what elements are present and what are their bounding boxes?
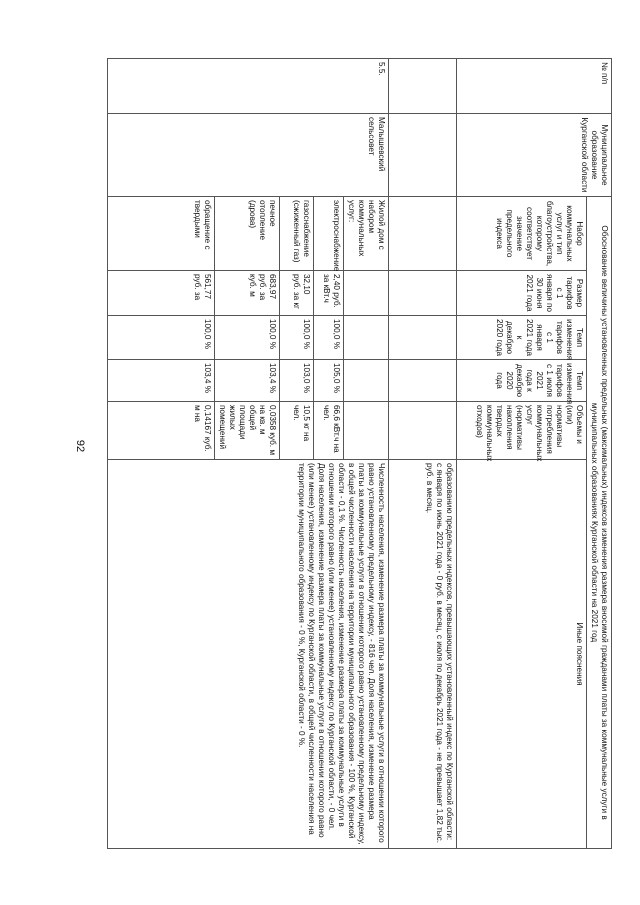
rotated-table-container xyxy=(107,58,612,848)
service-set-label: Жилой дом с набором коммунальных услуг: xyxy=(344,197,389,271)
service-tariff: 561,77 руб. за xyxy=(108,271,215,316)
cell-empty xyxy=(389,59,457,114)
cell-empty xyxy=(344,402,389,460)
cell-empty xyxy=(389,114,457,197)
subheader-tariff: Размер тарифов с 1 января по 30 июня 2021 года xyxy=(457,271,587,316)
subheader-rate-jul: Темп изменения тарифов с 1 июля 2021 года к декабрю 2020 года xyxy=(457,360,587,402)
subheader-volume: Объемы и (или) нормативы потребления коммунальных услуг (нормативы накопления твердых коммунальных отходов) xyxy=(457,402,587,460)
service-tariff: 32,10 руб. за кг xyxy=(280,271,314,316)
service-tariff: 2,40 руб. за кВт.ч xyxy=(314,271,344,316)
service-name: печное отопление (дрова) xyxy=(215,197,280,271)
justification-table xyxy=(107,58,612,849)
service-tariff: 683,97 руб. за куб. м xyxy=(215,271,280,316)
page-number: 92 xyxy=(74,439,87,453)
continued-note: образованию предельных индексов, превышающих установленный индекс по Курганской области: с января по июнь 2021 года - 0 руб. в месяц, с июля по декабрь 2021 года - не превышает 1,82 тыс. руб. в месяц. xyxy=(389,460,457,849)
table-row xyxy=(344,59,389,849)
header-main: Обоснование величины установленных предельных (максимальных) индексов изменения размера вносимой гражданами платы за коммунальные услуги в муниципальных образованиях Курганской области на 2021 год xyxy=(587,197,612,849)
cell-empty xyxy=(344,271,389,316)
cell-empty xyxy=(344,316,389,360)
service-rate-jul: 103,4 % xyxy=(215,360,280,402)
service-name: газоснабжение (сжиженный газ) xyxy=(280,197,314,271)
subheader-service-set: Набор коммунальных услуг и тип благоустройства, которому соответствует значение предельного индекса xyxy=(457,197,587,271)
service-rate-jan: 100,0 % xyxy=(314,316,344,360)
service-volume: 0,0358 куб. м на кв. м общей площади жилых помещений xyxy=(215,402,280,460)
service-volume: 0,14167 куб. м на xyxy=(108,402,215,460)
subheader-notes: Иные пояснения xyxy=(457,460,587,849)
service-name: обращение с твердыми xyxy=(108,197,215,271)
subheader-rate-jan: Темп изменения тарифов с 1 января 2021 года к декабрю 2020 года xyxy=(457,316,587,360)
service-name: электроснабжение xyxy=(314,197,344,271)
cell-empty xyxy=(389,197,457,271)
row-number: 5.5. xyxy=(108,59,389,114)
service-rate-jul: 103,0 % xyxy=(280,360,314,402)
cell-empty xyxy=(389,402,457,460)
service-rate-jan: 100,0 % xyxy=(108,316,215,360)
service-rate-jan: 100,0 % xyxy=(280,316,314,360)
table-row xyxy=(389,59,457,849)
service-rate-jul: 103,4 % xyxy=(108,360,215,402)
cell-empty xyxy=(389,360,457,402)
service-rate-jul: 105,0 % xyxy=(314,360,344,402)
cell-empty xyxy=(344,360,389,402)
service-volume: 10,5 кг на чел. xyxy=(280,402,314,460)
cell-empty xyxy=(389,271,457,316)
row-note: Численность населения, изменение размера платы за коммунальные услуги в отношении которого равно установленному предельному индексу, - 816 чел. Доля населения, изменение размера платы за коммунальные услуги в отношении которого равно установленному предельному индексу, в общей численности населения на территории муниципального образования - 100 %, Курганской области - 0,1 %. Численность населения, изменение размера платы за коммунальные услуги в отношении которого равно (или менее) установленному индексу по Курганской области, - 0 чел. Доля населения, изменение размера платы за коммунальные услуги в отношении которого равно (или менее) установленному индексу по Курганской области, в общей численности населения на территории муниципального образования - 0 %, Курганской области - 0 %. xyxy=(108,460,389,849)
service-volume: 66,6 кВт.ч на чел. xyxy=(314,402,344,460)
header-num: № п/п xyxy=(457,59,612,114)
cell-empty xyxy=(389,316,457,360)
service-rate-jan: 100,0 % xyxy=(215,316,280,360)
header-municipality: Муниципальное образование Курганской области xyxy=(457,114,612,197)
row-municipality: Малышевский сельсовет xyxy=(108,114,389,197)
